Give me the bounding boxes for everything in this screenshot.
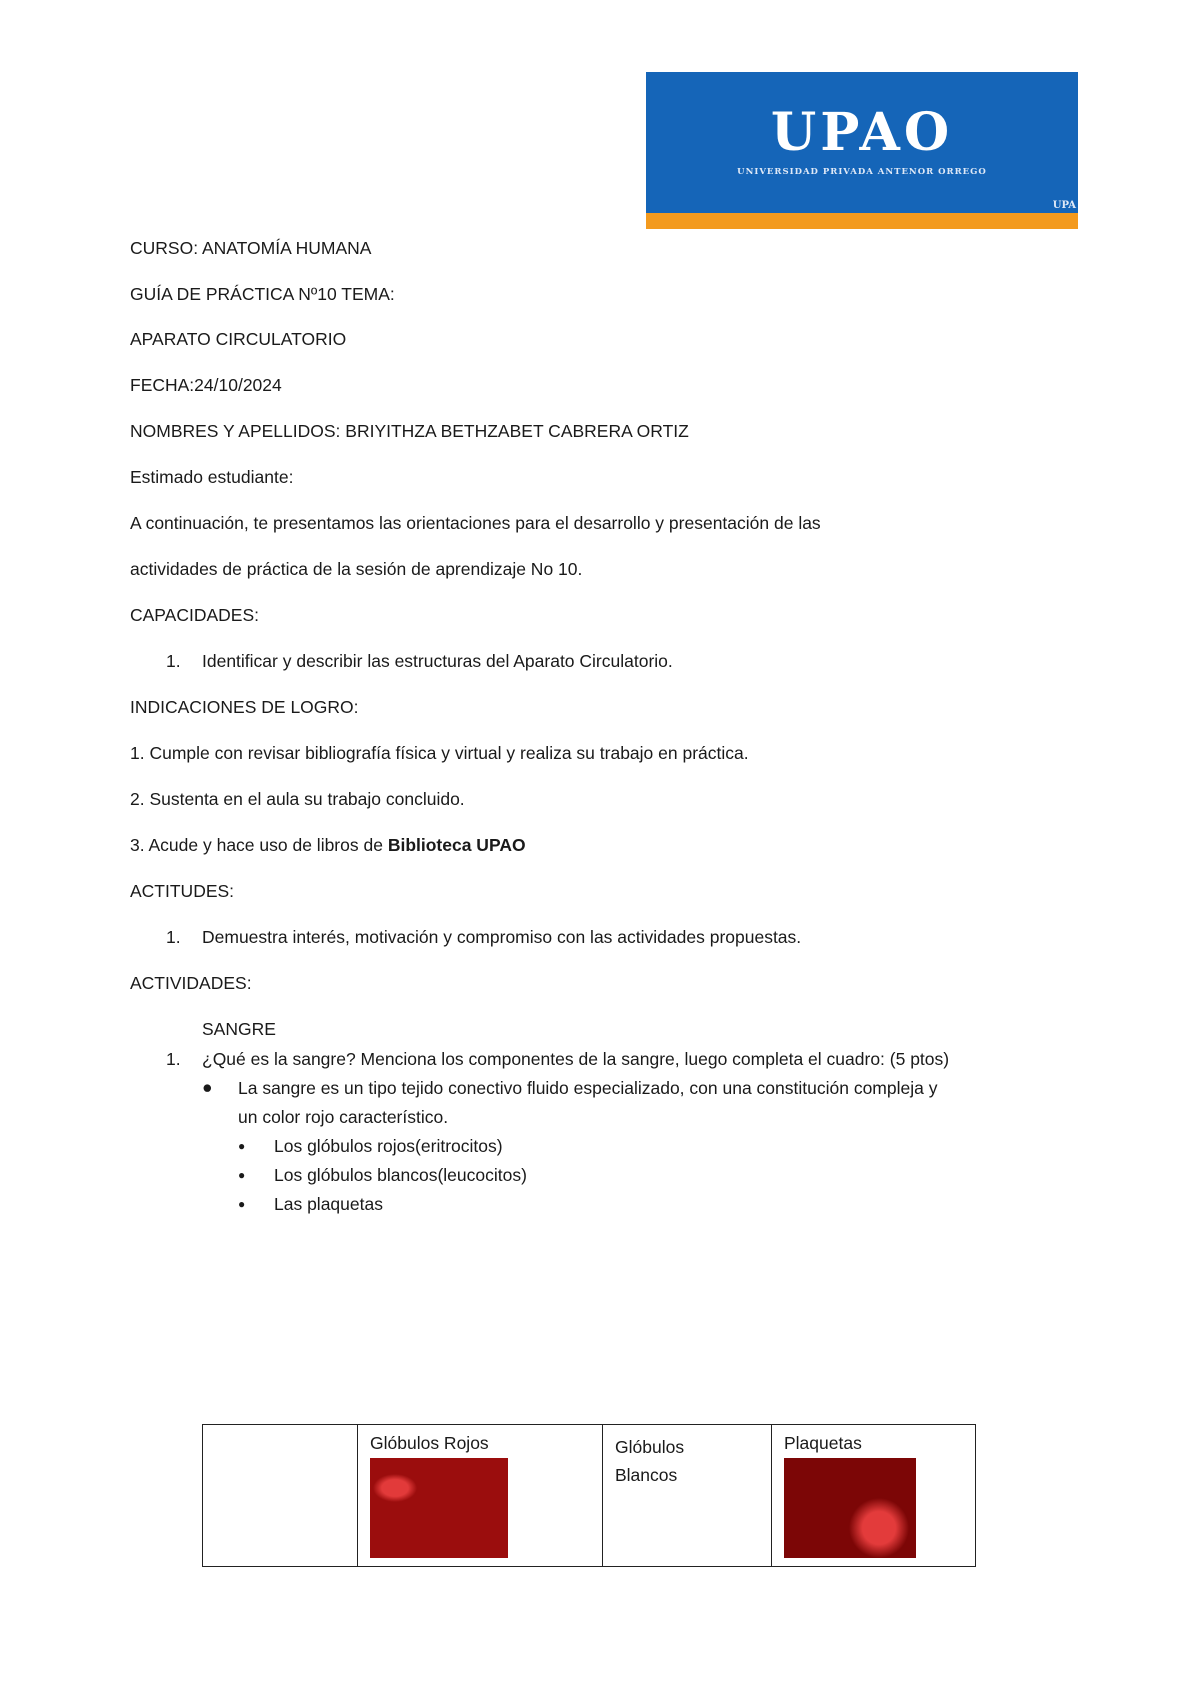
date-line: FECHA:24/10/2024 (130, 375, 282, 395)
answer-line-1: La sangre es un tipo tejido conectivo fluido especializado, con una constitución compleja y (238, 1078, 938, 1098)
table-cell-globulos-blancos (603, 1425, 772, 1567)
intro-line-2: actividades de práctica de la sesión de aprendizaje No 10. (130, 559, 583, 579)
item-text: Identificar y describir las estructuras del Aparato Circulatorio. (202, 651, 673, 671)
cell-label: Glóbulos Rojos (370, 1433, 489, 1453)
table-row (203, 1425, 976, 1567)
guide-line: GUÍA DE PRÁCTICA Nº10 TEMA: (130, 284, 395, 304)
topic-line: APARATO CIRCULATORIO (130, 329, 347, 349)
component-text: Los glóbulos blancos(leucocitos) (274, 1165, 527, 1185)
sangre-subheading: SANGRE (202, 1019, 276, 1039)
component-text: Los glóbulos rojos(eritrocitos) (274, 1136, 503, 1156)
red-blood-cells-image (370, 1458, 508, 1558)
bullet-icon: ● (202, 1077, 213, 1097)
student-name-line: NOMBRES Y APELLIDOS: BRIYITHZA BETHZABET CABRERA ORTIZ (130, 421, 689, 441)
question-number: 1. (166, 1049, 181, 1069)
table-cell-plaquetas (772, 1425, 976, 1567)
item-number: 1. (166, 927, 181, 947)
actitud-item (166, 927, 966, 951)
component-item (238, 1194, 838, 1218)
indicacion-item-3 (130, 835, 526, 856)
capacidad-item (166, 651, 966, 675)
component-item (238, 1136, 838, 1160)
actitudes-heading: ACTITUDES: (130, 881, 235, 901)
greeting: Estimado estudiante: (130, 467, 294, 487)
logo-subtitle: UNIVERSIDAD PRIVADA ANTENOR ORREGO (737, 167, 987, 177)
answer-bullet (202, 1078, 1082, 1102)
biblioteca-upao: Biblioteca UPAO (387, 835, 526, 855)
logo-orange-band (646, 213, 1078, 229)
platelets-image (784, 1458, 916, 1558)
blood-components-table (202, 1424, 976, 1567)
capacidades-heading: CAPACIDADES: (130, 605, 260, 625)
bullet-icon: ● (238, 1168, 246, 1182)
item-text: Demuestra interés, motivación y compromiso con las actividades propuestas. (202, 927, 802, 947)
bullet-icon: ● (238, 1197, 246, 1211)
component-text: Las plaquetas (274, 1194, 383, 1214)
indicacion-item-3-text: 3. Acude y hace uso de libros de (130, 835, 388, 855)
cell-label: Plaquetas (784, 1433, 862, 1453)
indicaciones-heading: INDICACIONES DE LOGRO: (130, 697, 359, 717)
component-item (238, 1165, 838, 1189)
table-cell-empty (203, 1425, 358, 1567)
bullet-icon: ● (238, 1139, 246, 1153)
question-text: ¿Qué es la sangre? Menciona los componentes de la sangre, luego completa el cuadro: (5 ptos) (202, 1049, 950, 1069)
indicacion-item-2: 2. Sustenta en el aula su trabajo concluido. (130, 789, 465, 809)
answer-line-2: un color rojo característico. (238, 1107, 449, 1127)
logo-wordmark: UPAO (770, 102, 954, 163)
course-line: CURSO: ANATOMÍA HUMANA (130, 238, 372, 258)
upao-logo (646, 72, 1078, 229)
item-number: 1. (166, 651, 181, 671)
question-item (166, 1049, 1066, 1073)
indicacion-item-1: 1. Cumple con revisar bibliografía física y virtual y realiza su trabajo en práctica. (130, 743, 749, 763)
actividades-heading: ACTIVIDADES: (130, 973, 252, 993)
logo-corner-mark: UPA (1052, 200, 1076, 211)
cell-label: Glóbulos Blancos (615, 1437, 685, 1485)
table-cell-globulos-rojos (358, 1425, 603, 1567)
intro-line-1: A continuación, te presentamos las orientaciones para el desarrollo y presentación de las (130, 513, 821, 533)
